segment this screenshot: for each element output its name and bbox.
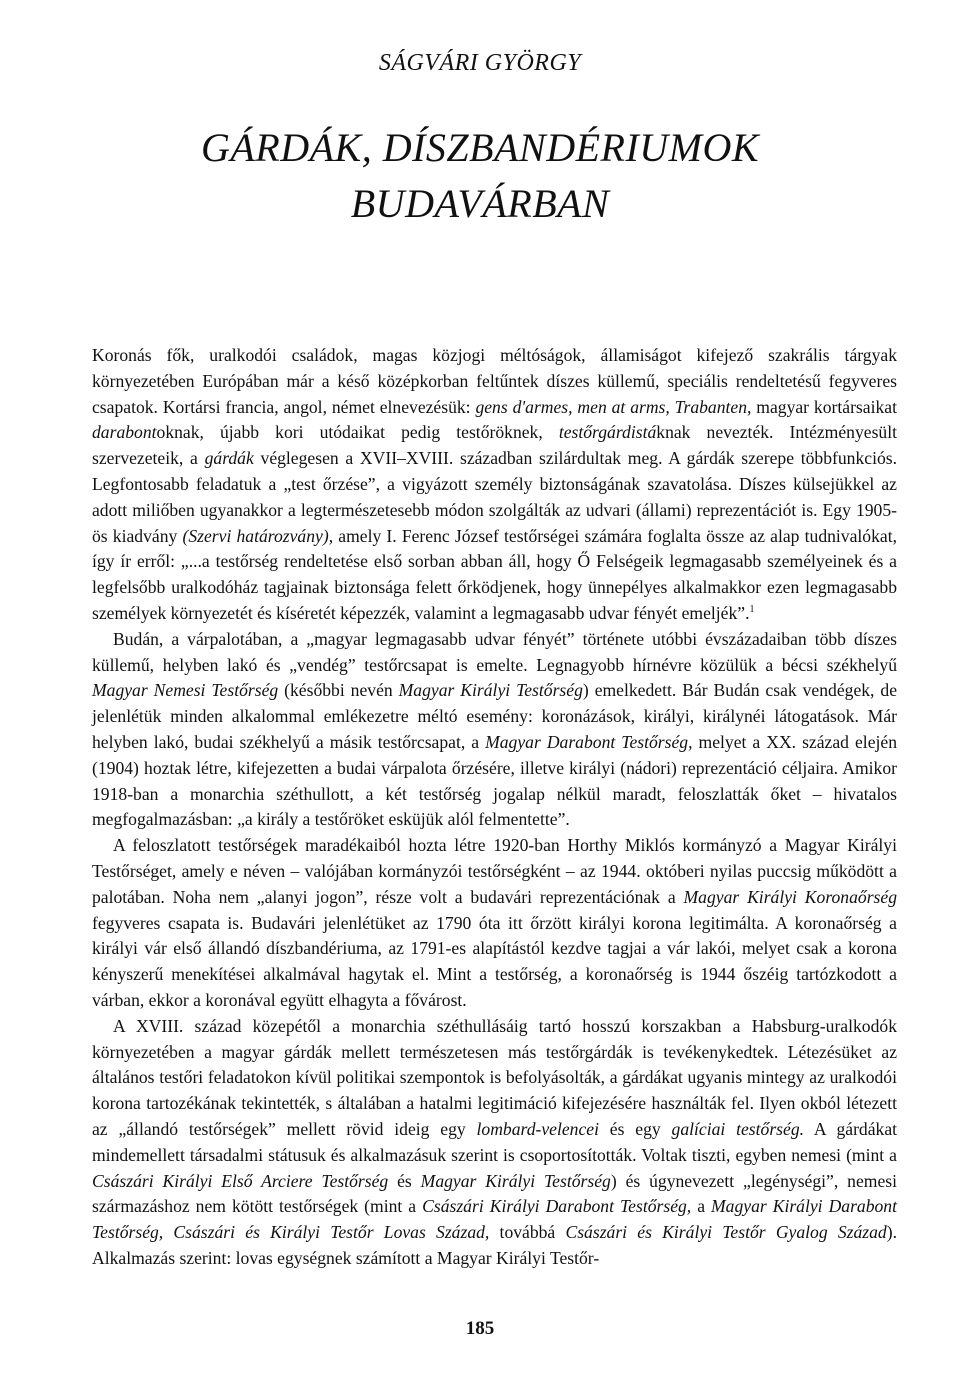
text-run: véglegesen a XVII–XVIII. században szilárdultak meg. A gárdák szerepe többfunkciós. Legfontosabb feladatuk a „test őrzése”, a vigyázott személy biztonságának szavatolása. Díszes külsejükkel az adott miliőben ugyanakkor a legtermészetesebb módon szolgálták az udvari (állami) reprezentációt is. Egy 1905-ös kiadvány <box>92 448 897 546</box>
article-body <box>92 343 897 1272</box>
italic-text-run: (Szervi határozvány), <box>182 525 334 546</box>
italic-text-run: Magyar Nemesi Testőrség <box>92 680 279 701</box>
body-paragraph <box>92 833 897 1014</box>
italic-text-run: Magyar Királyi Testőrség <box>420 1170 611 1191</box>
italic-text-run: gens d'armes, men at arms, Trabanten, <box>475 396 752 417</box>
italic-text-run: Magyar Királyi Darabont Testőrség, Császári és Királyi Testőr Lovas Század, <box>92 1196 897 1243</box>
text-run: ) és úgynevezett „legénységi”, nemesi származáshoz nem kötött testőrségek (mint a <box>92 1170 897 1217</box>
footnote-marker: 1 <box>749 604 755 616</box>
body-paragraph <box>92 627 897 833</box>
italic-text-run: Magyar Darabont Testőrség, <box>485 731 693 752</box>
italic-text-run: gárdák <box>204 448 254 469</box>
author-name: SÁGVÁRI GYÖRGY <box>378 50 582 76</box>
text-run: knak nevezték. Intézményesült szervezeteik, a <box>92 422 897 469</box>
italic-text-run: lombard-velencei <box>476 1118 599 1139</box>
text-run: magyar kortársaikat <box>751 396 897 417</box>
italic-text-run: galíciai testőrség. <box>671 1118 805 1139</box>
text-run: Koronás fők, uralkodói családok, magas közjogi méltóságok, államiságot kifejező szakrális tárgyak környezetében Európában már a késő középkorban feltűntek díszes küllemű, speciális rendeltetésű fegyveres csapatok. Kortársi francia, angol, német elnevezésük: <box>92 345 897 417</box>
italic-text-run: Császári és Királyi Testőr Gyalog Század <box>565 1222 887 1243</box>
title-line-2: BUDAVÁRBAN <box>350 181 610 226</box>
body-paragraph <box>92 1014 897 1272</box>
italic-text-run: Császári Királyi Első Arciere Testőrség <box>92 1170 389 1191</box>
text-run: melyet a XX. század elején (1904) hoztak létre, kifejezetten a budai várpalota őrzésére, illetve királyi (nádori) reprezentáció céljaira. Amikor 1918-ban a monarchia széthullott, a két testőrség jogalap nélkül maradt, feloszlatták őket – hivatalos megfogalmazásban: „a király a testőröket esküjük alól felmentette”. <box>92 731 897 830</box>
text-run: oknak, újabb kori utódaikat pedig testőröknek, <box>156 422 559 443</box>
italic-text-run: Magyar Királyi Koronaőrség <box>683 886 897 907</box>
article-title <box>0 120 960 232</box>
text-run: A gárdákat mindemellett társadalmi státusuk és alkalmazásuk szerint is csoportosították. Voltak tiszti, egyben nemesi (mint a <box>92 1118 898 1165</box>
italic-text-run: darabont <box>92 422 157 443</box>
text-run: amely I. Ferenc József testőrségei számára foglalta össze az alap tudnivalókat, így ír erről: „...a testőrség rendeltetése első sorban abban áll, hogy Ő Felségeik legmagasabb személyeinek és a legfelsőbb uralkodóház tagjainak biztonsága felett őrködjenek, hogy ünnepélyes alkalmakkor ezen legmagasabb személyek környezetét és kíséretét képezzék, valamint a legmagasabb udvar fényét emeljék”. <box>92 525 897 623</box>
text-run: (későbbi nevén <box>278 680 399 701</box>
text-run: A feloszlatott testőrségek maradékaiból hozta létre 1920-ban Horthy Miklós kormányzó a Magyar Királyi Testőrséget, amely e néven – valójában kormányzói testőrségként – az 1944. októberi nyilas puccsig működött a palotában. Noha nem „alanyi jogon”, része volt a budavári reprezentációnak a <box>92 835 897 907</box>
text-run: ) emelkedett. Bár Budán csak vendégek, de jelenlétük minden alkalommal emlékezetre méltó esemény: koronázások, királyi, királynéi látogatások. Már helyben lakó, budai székhelyű a másik testőrcsapat, a <box>92 680 897 752</box>
text-run: ). Alkalmazás szerint: lovas egységnek számított a Magyar Királyi Testőr- <box>92 1222 897 1268</box>
italic-text-run: Császári Királyi Darabont Testőrség, <box>422 1196 692 1217</box>
body-paragraph <box>92 343 897 627</box>
text-run: A XVIII. század közepétől a monarchia széthullásáig tartó hosszú korszakban a Habsburg-uralkodók környezetében a magyar gárdák mellett természetesen más testőrgárdák is tevékenykedtek. Létezésüket az általános testőri feladatokon kívül politikai szempontok is befolyásolták, a gárdákat ugyanis mintegy az uralkodói korona tartozékának tekintették, s általában a hatalmi legitimáció kifejezésére használták fel. Ilyen okból létezett az „állandó testőrségek” mellett rövid ideig egy <box>92 1015 897 1139</box>
italic-text-run: testőrgárdistá <box>558 422 657 443</box>
page-number: 185 <box>465 1318 495 1339</box>
text-run: és <box>388 1170 421 1191</box>
text-run: továbbá <box>489 1222 566 1243</box>
text-run: a <box>691 1196 712 1217</box>
title-line-1: GÁRDÁK, DÍSZBANDÉRIUMOK <box>200 125 760 170</box>
text-run: Budán, a várpalotában, a „magyar legmagasabb udvar fényét” története utóbbi évszázadaiban több díszes küllemű, helyben lakó és „vendég” testőrcsapat is emelte. Legnagyobb hírnévre közülük a bécsi székhelyű <box>92 628 897 675</box>
text-run: fegyveres csapata is. Budavári jelenlétüket az 1790 óta itt őrzött királyi korona legitimálta. A koronaőrség a királyi vár első állandó díszbandériuma, az 1791-es alapítástól kezdve tagjai a vár lakói, melyet csak a korona kényszerű menekítései alkalmával hagytak el. Mint a testőrség, a koronaőrség is 1944 őszéig tartózkodott a várban, ekkor a koronával együtt elhagyta a fővárost. <box>92 912 897 1010</box>
text-run: és egy <box>598 1118 672 1139</box>
italic-text-run: Magyar Királyi Testőrség <box>398 680 583 701</box>
